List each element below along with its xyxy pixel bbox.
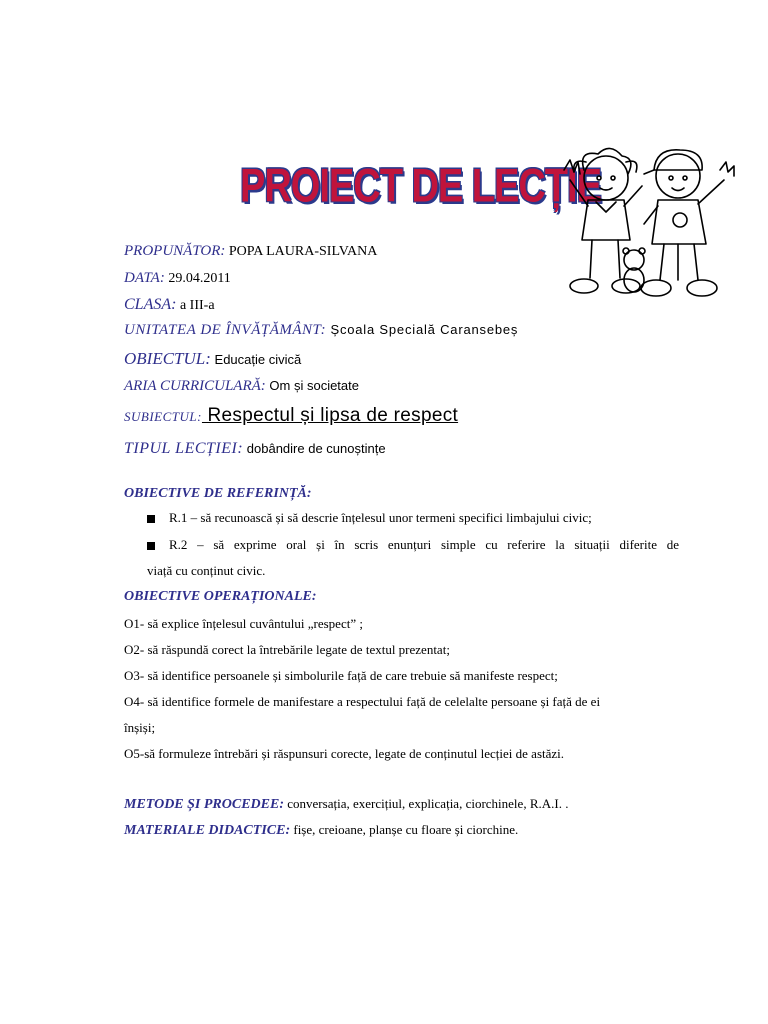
metode-value: conversația, exercițiul, explicația, ciorchinele, R.A.I. .	[284, 796, 569, 811]
propunator-value: POPA LAURA-SILVANA	[225, 244, 378, 259]
unitatea-field	[124, 322, 518, 339]
data-value: 29.04.2011	[164, 271, 231, 286]
propunator-field	[124, 243, 377, 260]
clasa-label: CLASA:	[124, 296, 177, 313]
subiectul-value: Respectul și lipsa de respect	[201, 405, 459, 426]
materiale-value: fișe, creioane, planșe cu floare și ciorchine.	[290, 822, 519, 837]
materiale-label: MATERIALE DIDACTICE:	[124, 823, 291, 838]
operational-item: O1- să explice înțelesul cuvântului „respect” ;	[124, 616, 363, 631]
metode-label: METODE ȘI PROCEDEE:	[124, 797, 285, 812]
unitatea-label: UNITATEA DE ÎNVĂȚĂMÂNT:	[124, 322, 327, 338]
obiective-referinta-heading: OBIECTIVE DE REFERINȚĂ:	[124, 486, 312, 501]
unitatea-value: Școala Specială Caransebeș	[326, 322, 519, 337]
propunator-label: PROPUNĂTOR:	[124, 243, 226, 259]
tipul-value: dobândire de cunoștințe	[243, 441, 386, 456]
obiectul-label: OBIECTUL:	[124, 349, 211, 368]
obiective-operationale-heading: OBIECTIVE OPERAȚIONALE:	[124, 589, 317, 604]
data-field	[124, 270, 231, 287]
subiectul-label: SUBIECTUL:	[124, 409, 202, 424]
referinta-item: R.1 – să recunoască și să descrie înțelesul unor termeni specifici limbajului civic;	[169, 510, 592, 525]
aria-field	[124, 378, 359, 395]
operational-item: O2- să răspundă corect la întrebările legate de textul prezentat;	[124, 642, 450, 657]
operational-item: O4- să identifice formele de manifestare a respectului față de celelalte persoane și față de ei	[124, 694, 601, 709]
aria-label: ARIA CURRICULARĂ:	[124, 378, 266, 394]
aria-value: Om și societate	[265, 378, 359, 393]
referinta-item-continuation: viață cu conținut civic.	[147, 563, 266, 578]
tipul-label: TIPUL LECȚIEI:	[124, 440, 244, 457]
children-illustration	[548, 140, 748, 305]
subiectul-field	[124, 405, 458, 427]
obiectul-value: Educație civică	[210, 352, 302, 367]
page-title: PROIECT DE LECȚIE	[240, 160, 601, 213]
bullet-icon	[147, 542, 155, 550]
materiale-field	[124, 822, 518, 839]
operational-item: O5-să formuleze întrebări și răspunsuri corecte, legate de conținutul lecției de astăzi.	[124, 746, 565, 761]
clasa-field	[124, 296, 215, 314]
bullet-icon	[147, 515, 155, 523]
operational-item: O3- să identifice persoanele și simbolurile față de care trebuie să manifeste respect;	[124, 668, 558, 683]
referinta-item: R.2 – să exprime oral și în scris enunțuri simple cu referire la situații diferite de	[169, 537, 679, 552]
title-block	[240, 160, 601, 220]
metode-field	[124, 796, 568, 813]
data-label: DATA:	[124, 270, 165, 286]
obiectul-field	[124, 349, 301, 369]
clasa-value: a III-a	[176, 298, 215, 313]
operational-item-continuation: înșiși;	[124, 720, 156, 735]
tipul-field	[124, 440, 386, 458]
